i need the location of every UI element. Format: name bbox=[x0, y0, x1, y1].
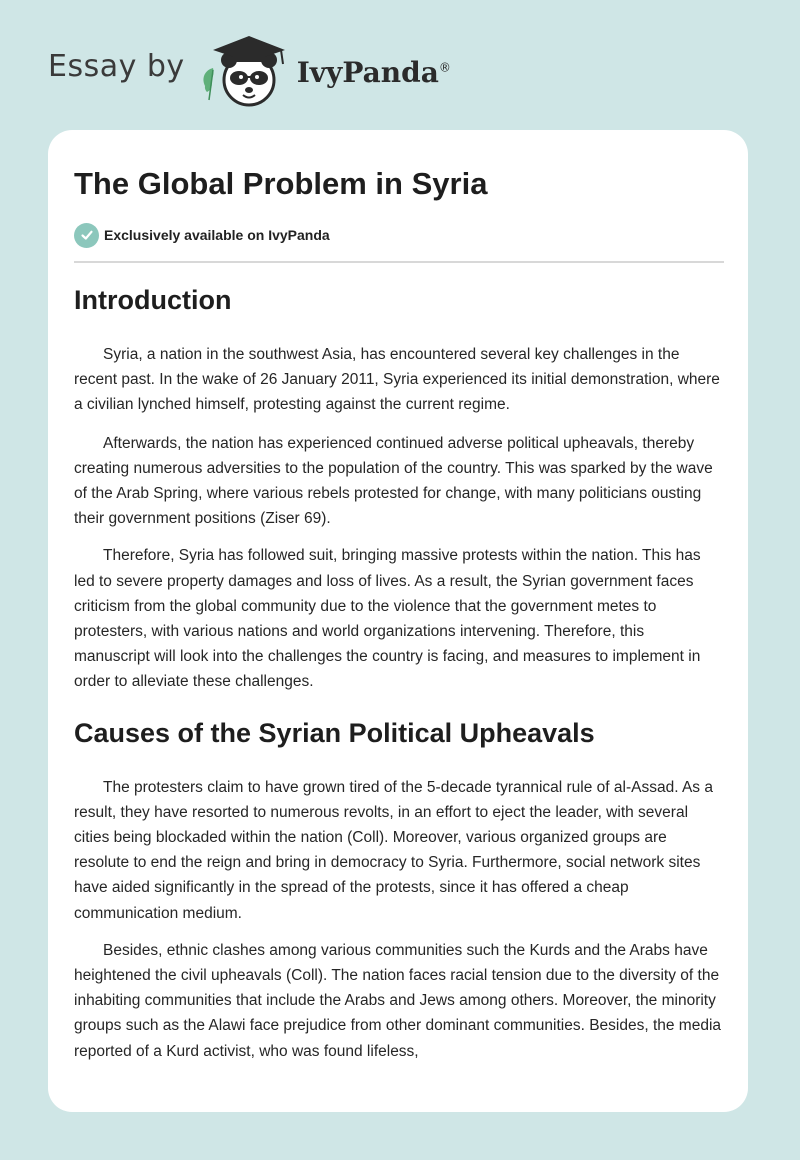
essay-card bbox=[48, 130, 748, 1112]
brand-prefix: Essay by bbox=[48, 48, 185, 84]
brand-name: IvyPanda® bbox=[296, 55, 451, 89]
title-divider bbox=[74, 261, 724, 263]
section-heading: Causes of the Syrian Political Upheavals bbox=[74, 717, 595, 748]
section-heading: Introduction bbox=[74, 285, 232, 315]
exclusive-badge bbox=[74, 222, 330, 248]
paragraph: Besides, ethnic clashes among various communities such the Kurds and the Arabs have heightened the civil upheavals (Coll). The nation faces racial tension due to the diversity of the inhabiting communities that include the Arabs and Jews among others. Moreover, the minority groups such as the Alawi face prejudice from other dominant communities. Besides, the media reported of a Kurd activist, who was found lifeless, bbox=[74, 941, 722, 1060]
brand-header[interactable] bbox=[48, 30, 451, 110]
check-circle-icon bbox=[74, 223, 99, 248]
essay-title: The Global Problem in Syria bbox=[74, 166, 488, 201]
paragraph: Syria, a nation in the southwest Asia, has encountered several key challenges in the recent past. In the wake of 26 January 2011, Syria experienced its initial demonstration, where a civilian lynched himself, protesting against the current regime. bbox=[74, 346, 720, 414]
panda-logo-icon bbox=[199, 30, 291, 110]
paragraph: Therefore, Syria has followed suit, bringing massive protests within the nation. This has led to severe property damages and loss of lives. As a result, the Syrian government faces criticism from the global community due to the violence that the government metes to protesters, with various nations and world organizations intervening. Therefore, this manuscript will look into the challenges the country is facing, and measures to implement in order to alleviate these challenges. bbox=[74, 547, 701, 691]
badge-label: Exclusively available on IvyPanda bbox=[104, 227, 330, 243]
paragraph: Afterwards, the nation has experienced continued adverse political upheavals, thereby creating numerous adversities to the population of the country. This was sparked by the wave of the Arab Spring, where various rebels protested for change, with many politicians ousting their government positions (Ziser 69). bbox=[74, 434, 713, 528]
paragraph: The protesters claim to have grown tired of the 5-decade tyrannical rule of al-Assad. As a result, they have resorted to numerous revolts, in an effort to eject the leader, with several cities being blockaded within the nation (Coll). Moreover, various organized groups are resolute to end the reign and bring in democracy to Syria. Furthermore, social network sites have aided significantly in the spread of the protests, since it has offered a cheap communication medium. bbox=[74, 778, 713, 922]
essay-body bbox=[74, 282, 724, 1076]
